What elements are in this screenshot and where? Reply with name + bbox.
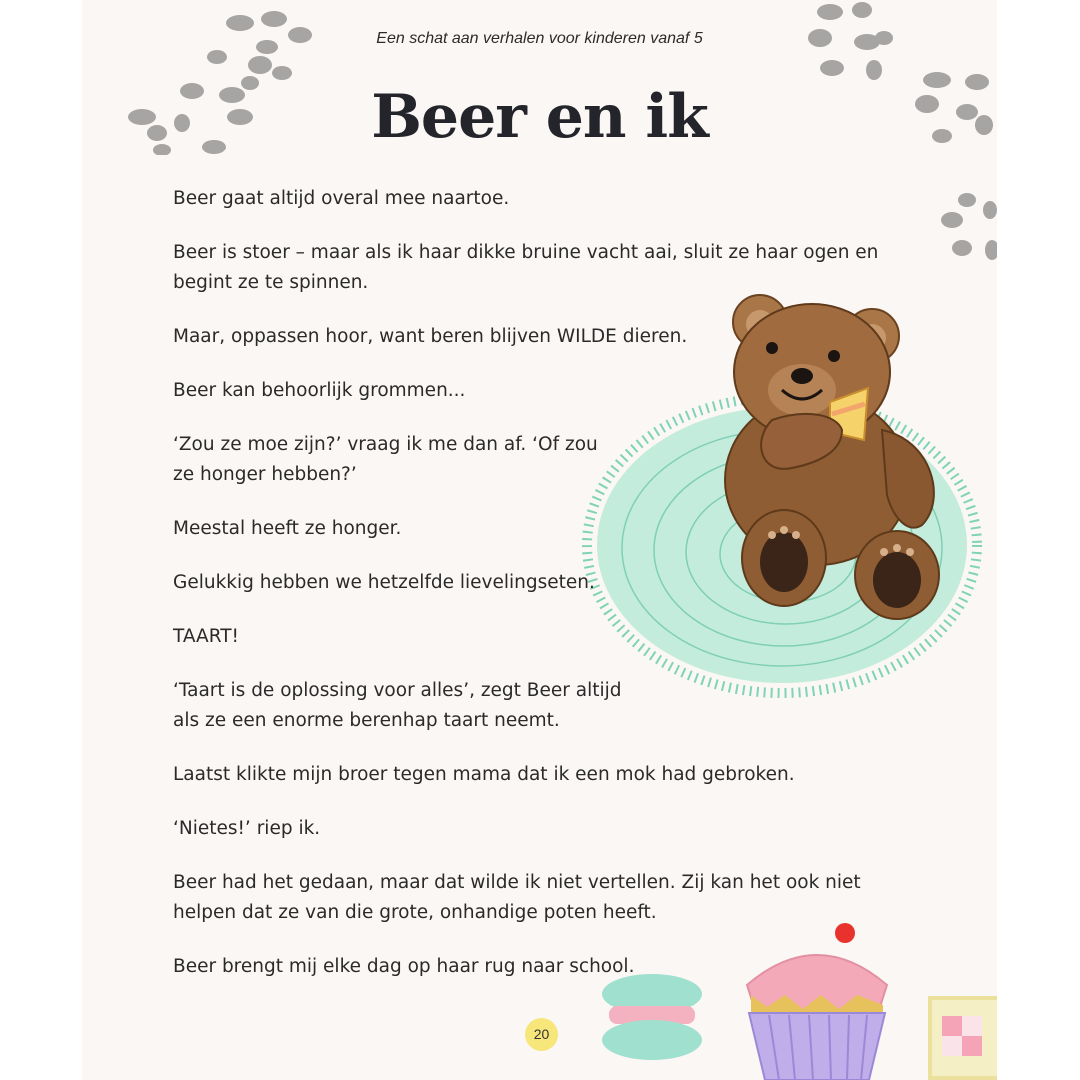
macaron-icon (597, 972, 707, 1067)
page-title: Beer en ik (371, 82, 708, 152)
story-paragraph: ‘Zou ze moe zijn?’ vraag ik me dan af. ‘Of zou ze honger hebben?’ (173, 434, 598, 485)
story-paragraph: TAART! (173, 626, 239, 647)
story-paragraph: Meestal heeft ze honger. (173, 518, 402, 539)
cake-slice-icon (924, 992, 997, 1080)
story-paragraph: Gelukkig hebben we hetzelfde lievelingseten. (173, 572, 595, 593)
story-paragraph: Beer had het gedaan, maar dat wilde ik niet vertellen. Zij kan het ook niet helpen dat ze van die grote, onhandige poten heeft. (173, 872, 861, 923)
story-paragraph: Beer brengt mij elke dag op haar rug naar school. (173, 956, 635, 977)
story-paragraph: ‘Nietes!’ riep ik. (173, 818, 321, 839)
cupcake-icon (737, 915, 897, 1080)
book-page (82, 0, 997, 1080)
story-paragraph: ‘Taart is de oplossing voor alles’, zegt Beer altijd als ze een enorme berenhap taart neemt. (173, 680, 622, 731)
page-number-badge: 20 (525, 1018, 558, 1051)
book-tagline: Een schat aan verhalen voor kinderen vanaf 5 (376, 30, 703, 47)
story-paragraph: Maar, oppassen hoor, want beren blijven WILDE dieren. (173, 326, 688, 347)
story-paragraph: Laatst klikte mijn broer tegen mama dat ik een mok had gebroken. (173, 764, 795, 785)
story-paragraph: Beer is stoer – maar als ik haar dikke bruine vacht aai, sluit ze haar ogen en begint ze te spinnen. (173, 242, 879, 293)
story-paragraph: Beer gaat altijd overal mee naartoe. (173, 188, 510, 209)
story-text (173, 184, 893, 1006)
story-paragraph: Beer kan behoorlijk grommen... (173, 380, 466, 401)
